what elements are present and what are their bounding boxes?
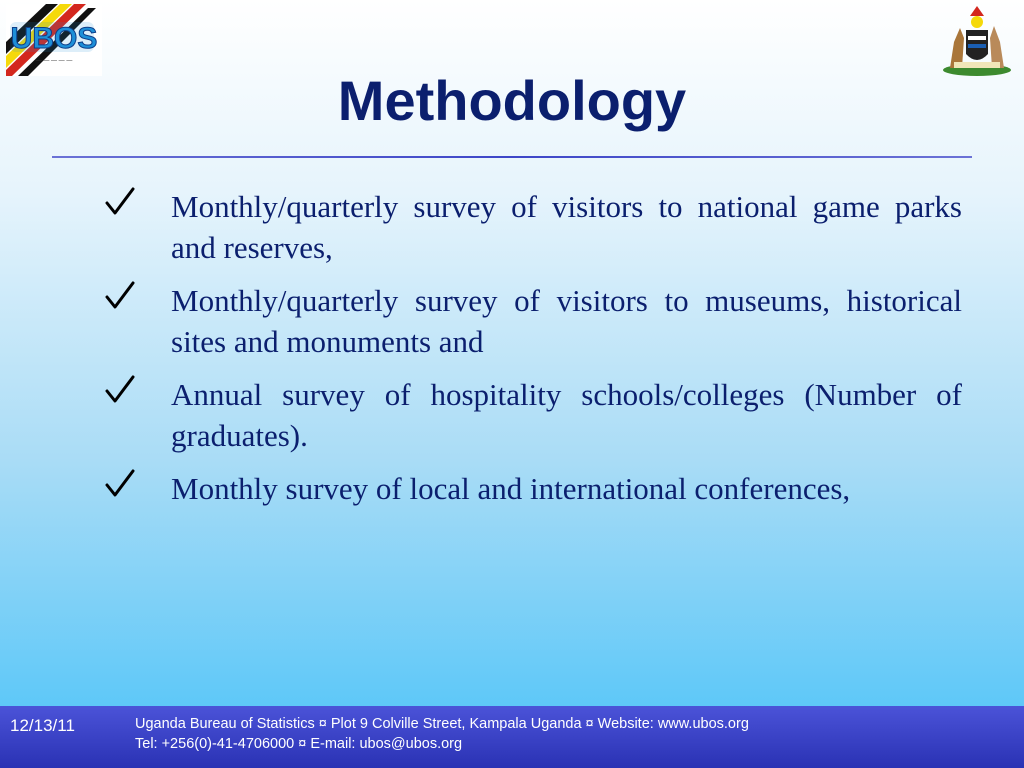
slide-title: Methodology [337,69,687,132]
check-icon [104,374,136,406]
footer-date: 12/13/11 [10,716,75,735]
bullet-text: Monthly/quarterly survey of visitors to museums, historical sites and monuments and [171,283,962,359]
footer-bar [0,706,1024,768]
bullet-list [104,186,962,521]
list-item [104,280,962,362]
title-divider [52,156,972,158]
svg-text:— — — — —: — — — — — [35,58,73,64]
footer-contact-info [135,714,749,754]
footer-address-line: Uganda Bureau of Statistics ¤ Plot 9 Colville Street, Kampala Uganda ¤ Website: www.ubos.org [135,716,749,732]
check-icon [104,468,136,500]
check-icon [104,186,136,218]
list-item [104,186,962,268]
bullet-text: Monthly survey of local and international conferences, [171,471,851,506]
list-item [104,468,962,509]
bullet-text: Monthly/quarterly survey of visitors to national game parks and reserves, [171,189,962,265]
bullet-text: Annual survey of hospitality schools/colleges (Number of graduates). [171,377,962,453]
check-icon [104,280,136,312]
footer-contact-line: Tel: +256(0)-41-4706000 ¤ E-mail: ubos@ubos.org [135,736,463,752]
svg-text:UBOS: UBOS [10,22,98,55]
list-item [104,374,962,456]
